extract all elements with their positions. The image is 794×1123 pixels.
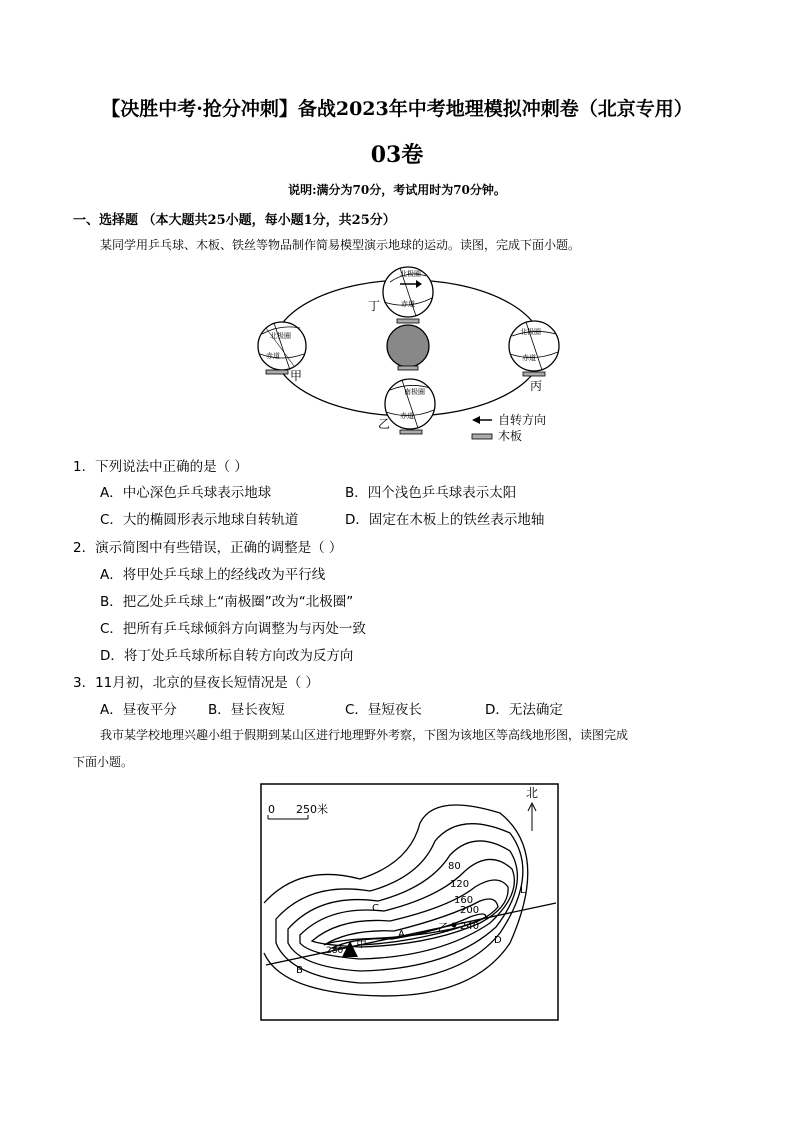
center-ball	[387, 325, 429, 367]
svg-text:甲: 甲	[356, 937, 367, 950]
label-jia: 甲	[290, 369, 303, 383]
q2-option-c[interactable]: C．把所有乒乓球倾斜方向调整为与丙处一致	[100, 621, 366, 637]
svg-text:200: 200	[460, 905, 480, 916]
point-yi-dot	[452, 923, 457, 928]
q1-option-c[interactable]: C．大的椭圆形表示地球自转轨道	[100, 512, 299, 528]
ball-yi	[385, 379, 435, 434]
label-ding: 丁	[368, 299, 381, 313]
q2-option-d[interactable]: D．将丁处乒乓球所标自转方向改为反方向	[100, 648, 354, 664]
svg-text:木板: 木板	[498, 429, 523, 442]
svg-text:L: L	[520, 885, 526, 896]
svg-text:南极圈: 南极圈	[404, 388, 425, 396]
exam-note: 说明:满分为70分，考试用时为70分钟。	[288, 183, 506, 197]
question-1-stem: 1．下列说法中正确的是（ ）	[73, 459, 248, 475]
intro-text-1: 某同学用乒乓球、木板、铁丝等物品制作简易模型演示地球的运动。读图，完成下面小题。	[100, 238, 581, 252]
question-3-stem: 3．11月初，北京的昼夜长短情况是（ ）	[73, 675, 320, 691]
q2-option-b[interactable]: B．把乙处乒乓球上“南极圈”改为“北极圈”	[100, 594, 354, 610]
q3-option-a[interactable]: A．昼夜平分	[100, 702, 177, 718]
svg-text:赤道: 赤道	[266, 352, 280, 360]
svg-text:赤道: 赤道	[400, 412, 414, 420]
label-bing: 丙	[530, 379, 543, 393]
svg-text:280: 280	[326, 946, 344, 956]
section-heading: 一、选择题 （本大题共25小题，每小题1分，共25分）	[73, 213, 396, 228]
q1-option-b[interactable]: B．四个浅色乒乓球表示太阳	[345, 485, 517, 501]
svg-text:0: 0	[268, 803, 275, 816]
svg-text:80: 80	[448, 861, 461, 872]
q3-option-c[interactable]: C．昼短夜长	[345, 702, 422, 718]
svg-text:北极圈: 北极圈	[400, 270, 421, 278]
svg-text:A: A	[398, 929, 405, 940]
question-2-stem: 2．演示简图中有些错误，正确的调整是（ ）	[73, 540, 343, 556]
svg-text:赤道: 赤道	[401, 300, 415, 308]
figure-legend	[472, 412, 546, 442]
svg-text:北: 北	[526, 786, 539, 800]
q1-option-d[interactable]: D．固定在木板上的铁丝表示地轴	[345, 512, 545, 528]
svg-text:120: 120	[450, 879, 470, 890]
revolution-model-figure	[250, 262, 580, 442]
svg-text:240: 240	[460, 921, 480, 932]
q3-option-d[interactable]: D．无法确定	[485, 702, 563, 718]
svg-text:B: B	[296, 965, 303, 976]
ball-bing	[509, 321, 559, 376]
ball-jia	[258, 322, 306, 374]
paper-subtitle: 03卷	[370, 142, 424, 168]
q1-option-a[interactable]: A．中心深色乒乓球表示地球	[100, 485, 272, 501]
label-yi: 乙	[378, 417, 391, 431]
q2-option-a[interactable]: A．将甲处乒乓球上的经线改为平行线	[100, 567, 326, 583]
intro-text-2-line-1: 我市某学校地理兴趣小组于假期到某山区进行地理野外考察，下图为该地区等高线地形图，读图完成	[100, 728, 629, 742]
svg-text:160: 160	[454, 895, 474, 906]
intro-text-2-line-2: 下面小题。	[73, 755, 134, 769]
svg-text:乙: 乙	[438, 921, 449, 934]
svg-text:赤道: 赤道	[522, 354, 536, 362]
ball-ding	[383, 267, 433, 323]
page-title: 【决胜中考·抢分冲刺】备战2023年中考地理模拟冲刺卷（北京专用）	[101, 98, 693, 120]
svg-text:250米: 250米	[296, 803, 328, 816]
svg-text:北极圈: 北极圈	[270, 332, 291, 340]
contour-map-figure	[260, 783, 560, 1023]
svg-text:自转方向: 自转方向	[498, 413, 547, 427]
svg-text:C: C	[372, 903, 379, 914]
svg-text:北极圈: 北极圈	[520, 328, 541, 336]
q3-option-b[interactable]: B．昼长夜短	[208, 702, 285, 718]
svg-text:D: D	[494, 935, 502, 946]
